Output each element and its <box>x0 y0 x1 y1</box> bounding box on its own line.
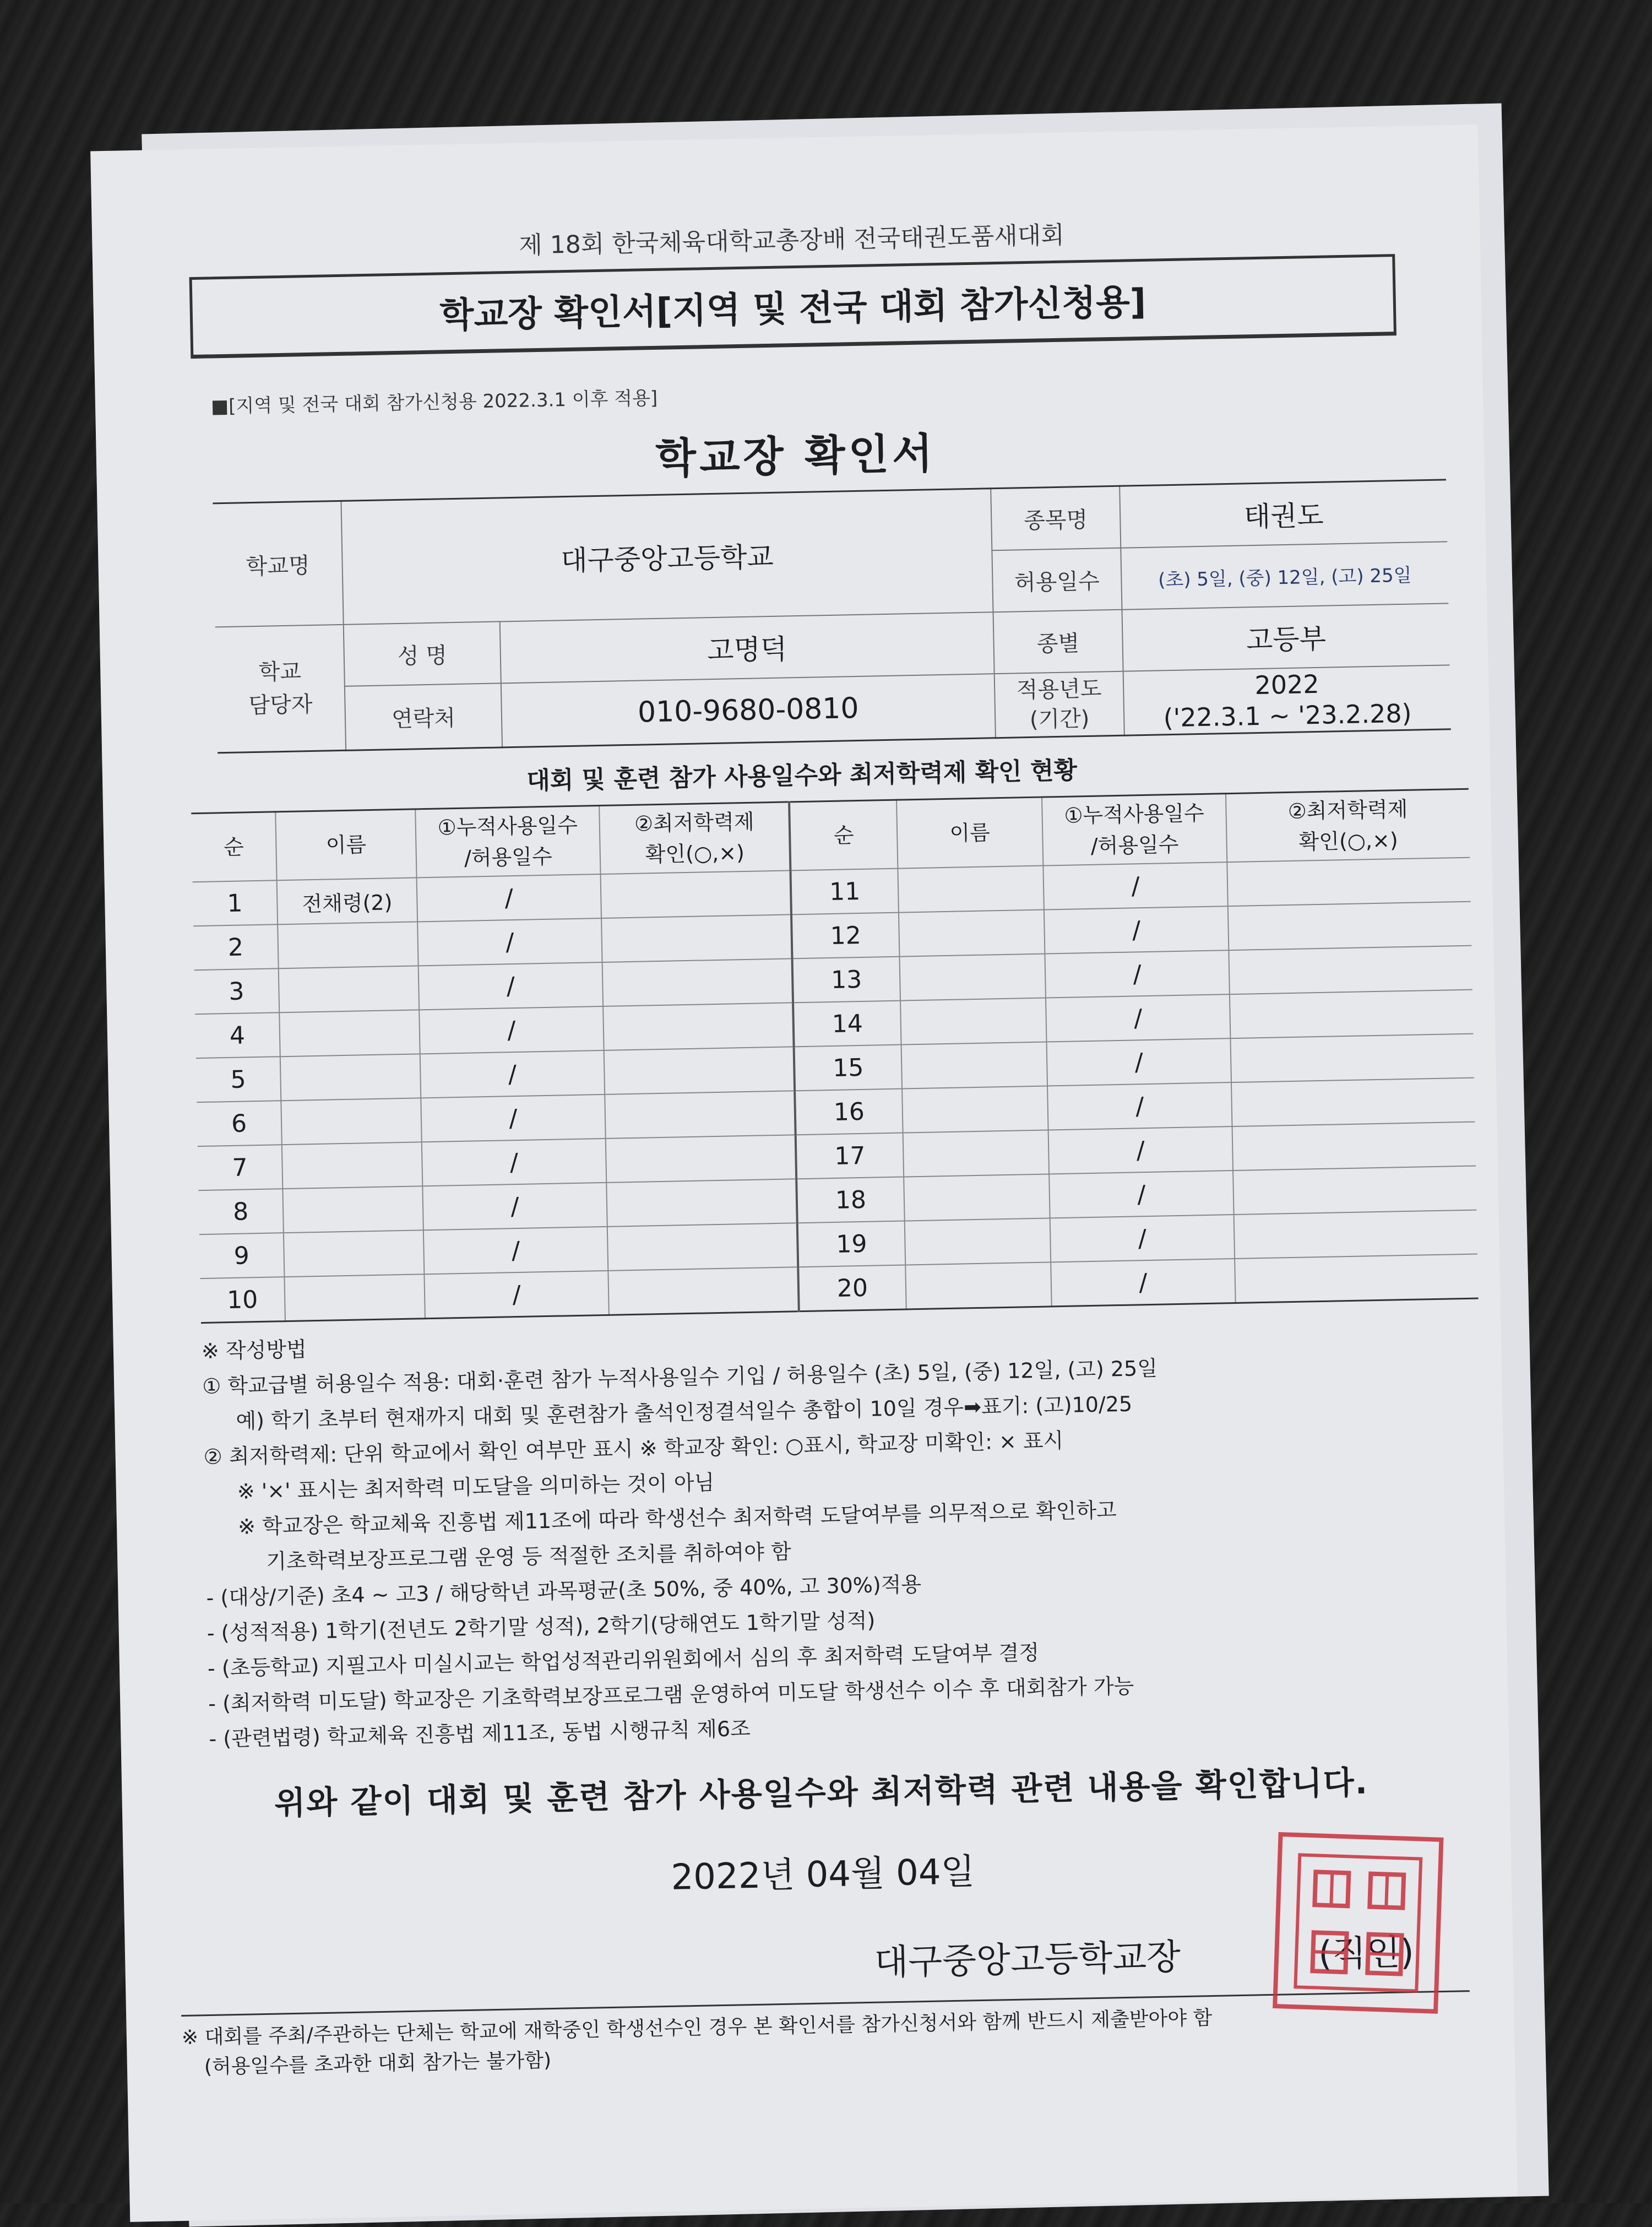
person-name: 고명덕 <box>500 612 995 683</box>
row-name <box>282 1186 423 1233</box>
sport-value: 태권도 <box>1120 480 1447 548</box>
row-check <box>603 1003 794 1050</box>
row-name <box>284 1230 424 1277</box>
row-number: 2 <box>193 924 279 970</box>
row-check <box>1227 858 1470 906</box>
row-check <box>1229 946 1472 994</box>
row-name <box>905 1262 1051 1309</box>
row-check <box>1232 1122 1476 1171</box>
allowed-days-label: 허용일수 <box>992 548 1122 612</box>
principal-name: 대구중앙고등학교장 <box>873 1937 1181 1984</box>
school-info-table <box>213 479 1450 754</box>
row-days: / <box>419 962 603 1010</box>
method-heading: ※ 작성방법 <box>201 1337 307 1364</box>
row-check <box>1235 1254 1478 1303</box>
boxed-document-title: 학교장 확인서[지역 및 전국 대회 참가신청용] <box>189 254 1396 359</box>
method-line: ② 최저학력제: 단위 학교에서 확인 여부만 표시 ※ 학교장 확인: ○표시, 학교장 미확인: × 표시 <box>203 1428 1064 1470</box>
issue-date: 2022년 04월 04일 <box>670 1851 976 1898</box>
row-number: 5 <box>196 1056 281 1102</box>
row-check <box>1230 1034 1474 1082</box>
row-name <box>279 1010 420 1056</box>
row-check <box>607 1223 798 1271</box>
row-number: 13 <box>792 957 900 1003</box>
school-name: 대구중앙고등학교 <box>341 489 993 625</box>
row-name <box>899 954 1045 1001</box>
row-name <box>899 910 1045 957</box>
row-number: 1 <box>193 880 278 926</box>
row-number: 19 <box>797 1221 905 1267</box>
row-days: / <box>1043 862 1227 909</box>
method-line: 예) 학기 초부터 현재까지 대회 및 훈련참가 출석인정결석일수 총합이 10일 경우➡표기: (고)10/25 <box>236 1391 1133 1433</box>
category-label: 종별 <box>993 610 1123 674</box>
row-number: 6 <box>197 1101 282 1146</box>
row-days: / <box>1044 906 1229 953</box>
method-line: - (관련법령) 학교체육 진흥법 제11조, 동법 시행규칙 제6조 <box>209 1716 751 1751</box>
row-number: 16 <box>795 1089 903 1135</box>
method-line: ※ 학교장은 학교체육 진흥법 제11조에 따라 학생선수 최저학력 도달여부를 의무적으로 확인하고 <box>237 1498 1117 1539</box>
row-check <box>605 1091 795 1139</box>
period-value: ('22.3.1 ~ '23.2.28) <box>1163 698 1412 733</box>
row-days: / <box>1049 1171 1233 1218</box>
header-days: ①누적사용일수 /허용일수 <box>1042 794 1227 866</box>
status-table-title: 대회 및 훈련 참가 사용일수와 최저학력제 확인 현황 <box>526 756 1078 795</box>
allowed-days-value: (초) 5일, (중) 12일, (고) 25일 <box>1121 541 1448 609</box>
row-days: / <box>423 1227 608 1274</box>
confirmation-statement: 위와 같이 대회 및 훈련 참가 사용일수와 최저학력 관련 내용을 확인합니다. <box>274 1763 1369 1822</box>
row-number: 18 <box>796 1177 904 1223</box>
row-check <box>601 914 792 962</box>
row-name <box>903 1130 1049 1177</box>
method-line: - (초등학교) 지필고사 미실시교는 학업성적관리위원회에서 심의 후 최저학력 도달여부 결정 <box>207 1640 1040 1681</box>
row-number: 10 <box>200 1277 285 1323</box>
participation-table <box>191 788 1478 1324</box>
row-number: 3 <box>194 968 280 1014</box>
row-check <box>604 1047 795 1094</box>
school-label: 학교명 <box>213 501 343 627</box>
row-days: / <box>1045 950 1229 998</box>
confirmation-document <box>90 124 1518 2222</box>
row-name <box>282 1142 422 1189</box>
phone-value: 010-9680-0810 <box>501 674 996 747</box>
row-days: / <box>1048 1126 1233 1174</box>
person-name-label: 성 명 <box>344 621 501 686</box>
method-line: - (성적적용) 1학기(전년도 2학기말 성적), 2학기(당해연도 1학기말 성적) <box>206 1608 876 1645</box>
header-days: ①누적사용일수 /허용일수 <box>415 806 600 878</box>
row-check <box>1230 990 1473 1038</box>
row-days: / <box>422 1139 606 1186</box>
row-check <box>606 1179 797 1227</box>
header-no: 순 <box>191 812 276 882</box>
document-title: 학교장 확인서 <box>655 429 937 483</box>
row-name <box>278 922 418 968</box>
applicability-note: ■[지역 및 전국 대회 참가신청용 2022.3.1 이후 적용] <box>210 387 658 418</box>
row-check <box>1234 1210 1477 1259</box>
row-days: / <box>421 1094 605 1142</box>
year-value: 2022 <box>1254 669 1320 701</box>
row-name <box>280 1054 421 1101</box>
method-line: - (최저학력 미도달) 학교장은 기초학력보장프로그램 운영하여 미도달 학생선수 이수 후 대회참가 가능 <box>208 1673 1134 1716</box>
row-check <box>606 1135 796 1183</box>
row-check <box>1228 902 1471 950</box>
row-days: / <box>424 1271 608 1319</box>
method-line: 기초학력보장프로그램 운영 등 적절한 조치를 취하여야 함 <box>265 1539 792 1574</box>
year-cell <box>1123 665 1450 735</box>
seal-pattern-icon <box>1290 1849 1426 1997</box>
row-days: / <box>1050 1215 1235 1262</box>
row-name <box>284 1274 425 1321</box>
row-days: / <box>1047 1038 1231 1086</box>
row-days: / <box>417 874 601 922</box>
header-no: 순 <box>789 800 898 870</box>
event-title: 제 18회 한국체육대학교총장배 전국태권도품새대회 <box>518 221 1065 260</box>
row-number: 14 <box>793 1001 901 1047</box>
row-number: 15 <box>794 1045 902 1091</box>
row-name <box>898 866 1044 913</box>
row-number: 8 <box>198 1189 284 1234</box>
row-number: 12 <box>791 913 899 959</box>
writing-method <box>201 1309 1464 1757</box>
seal-label: (직인) <box>1318 1932 1415 1975</box>
row-check <box>1231 1078 1475 1126</box>
row-number: 7 <box>198 1145 283 1190</box>
row-number: 17 <box>796 1133 904 1179</box>
row-check <box>602 958 793 1006</box>
header-name: 이름 <box>275 809 416 880</box>
row-days: / <box>1051 1259 1235 1307</box>
footnote-line: (허용일수를 초과한 대회 참가는 불가함) <box>204 2049 552 2079</box>
method-line: ① 학교급별 허용일수 적용: 대회·훈련 참가 누적사용일수 기입 / 허용일수 (초) 5일, (중) 12일, (고) 25일 <box>202 1356 1158 1399</box>
row-days: / <box>422 1183 607 1230</box>
row-name: 전채령(2) <box>277 877 417 924</box>
row-check <box>1233 1166 1476 1215</box>
row-name <box>902 1086 1048 1133</box>
row-name <box>901 1042 1047 1088</box>
row-name <box>905 1218 1051 1265</box>
method-line: ※ '×' 표시는 최저학력 미도달을 의미하는 것이 아님 <box>237 1470 715 1504</box>
sport-label: 종목명 <box>991 486 1121 550</box>
year-label: 적용년도 (기간) <box>994 671 1124 738</box>
header-name: 이름 <box>896 797 1043 869</box>
row-name <box>904 1174 1050 1221</box>
row-name <box>281 1098 421 1145</box>
row-days: / <box>417 918 602 966</box>
phone-label: 연락처 <box>345 683 502 750</box>
row-number: 9 <box>199 1233 285 1278</box>
row-number: 4 <box>195 1012 280 1058</box>
row-number: 20 <box>798 1265 906 1311</box>
row-days: / <box>420 1050 605 1098</box>
row-days: / <box>1047 1082 1232 1130</box>
method-line: - (대상/기준) 초4 ~ 고3 / 해당학년 과목평균(초 50%, 중 40%, 고 30%)적용 <box>206 1572 922 1610</box>
row-days: / <box>1046 994 1230 1042</box>
footnote-line: ※ 대회를 주최/주관하는 단체는 학교에 재학중인 학생선수인 경우 본 확인서를 참가신청서와 함께 반드시 제출받아야 함 <box>181 2007 1213 2049</box>
row-number: 11 <box>790 869 898 915</box>
header-check: ②최저학력제 확인(○,×) <box>599 802 790 874</box>
row-name <box>900 998 1046 1045</box>
category-value: 고등부 <box>1122 603 1449 671</box>
header-check: ②최저학력제 확인(○,×) <box>1226 789 1470 862</box>
contact-person-label: 학교 담당자 <box>215 625 346 753</box>
row-check <box>608 1267 798 1315</box>
row-days: / <box>419 1006 604 1054</box>
official-seal-stamp <box>1273 1832 1443 2014</box>
row-check <box>601 870 791 918</box>
row-name <box>279 966 419 1012</box>
